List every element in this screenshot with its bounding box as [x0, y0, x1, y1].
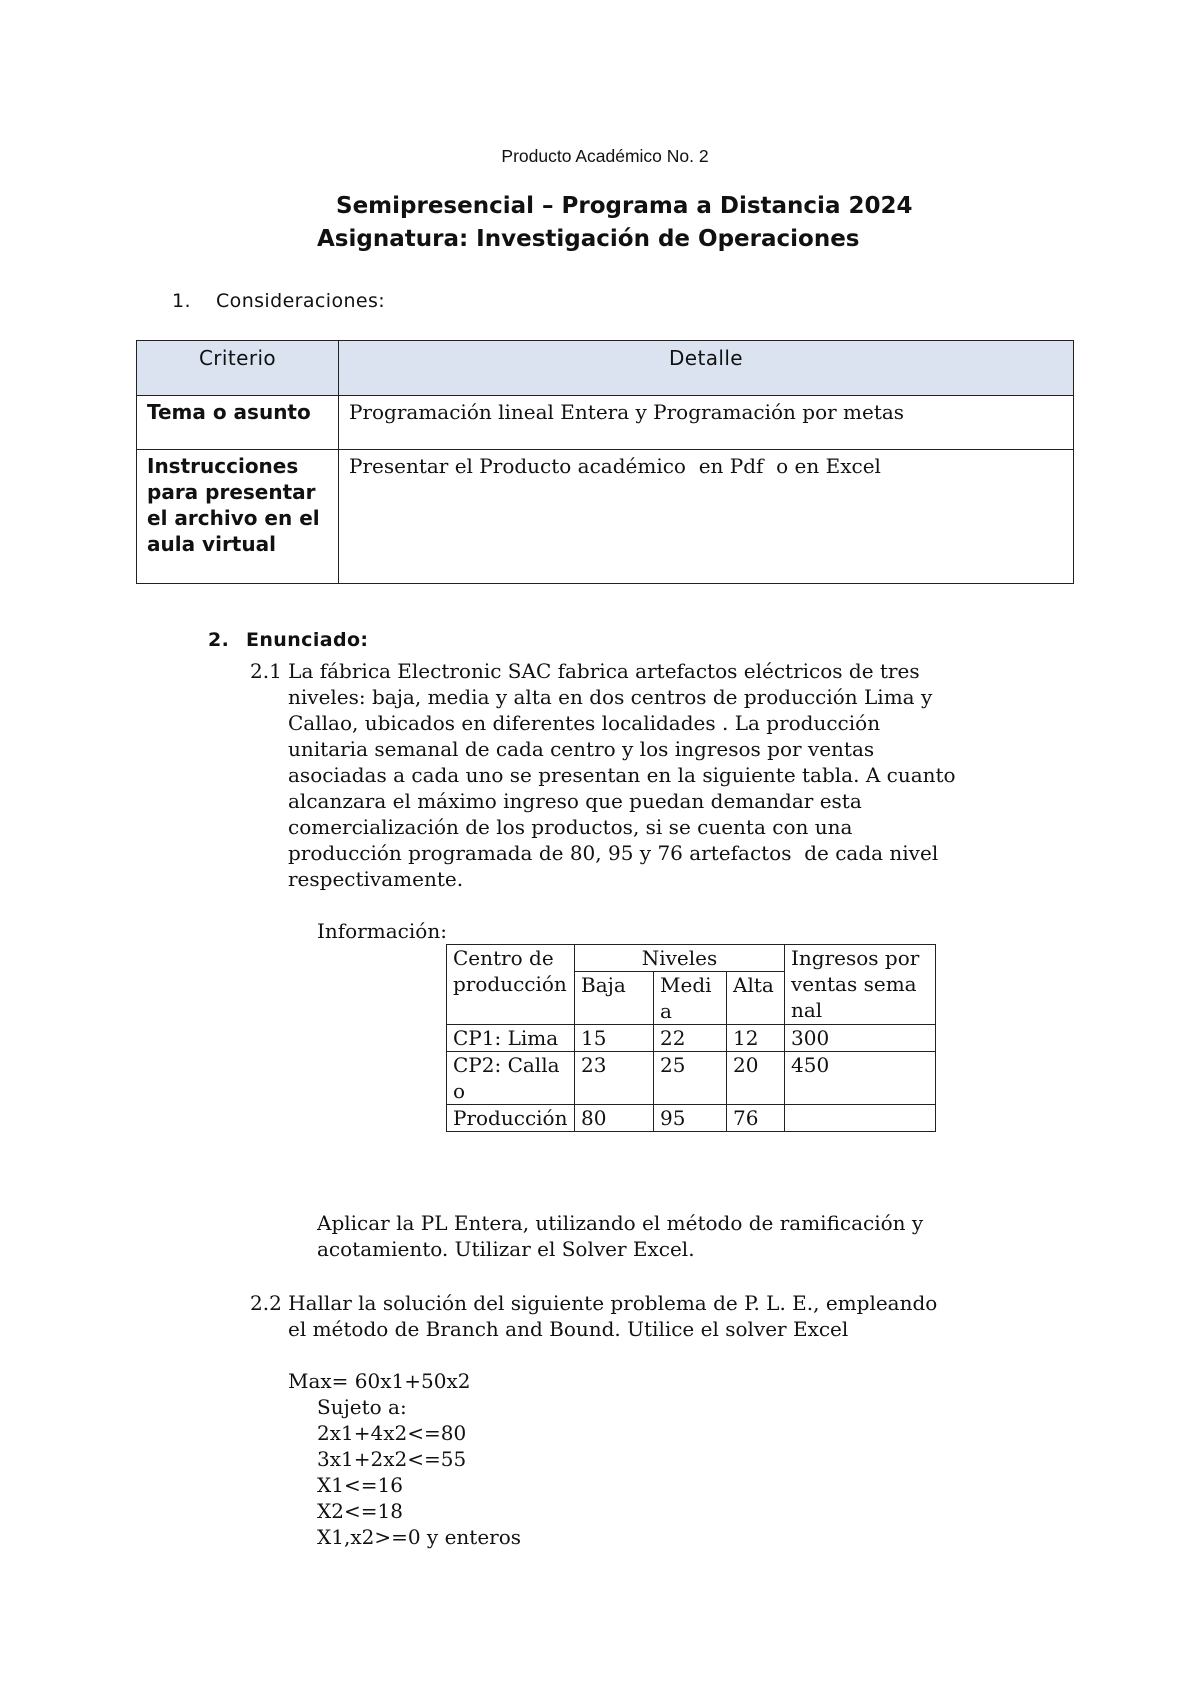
centro-cell: Producción: [447, 1105, 575, 1132]
constraint: 2x1+4x2<=80: [317, 1421, 467, 1445]
text-line: niveles: baja, media y alta en dos centros de producción Lima y: [288, 685, 933, 709]
problem-2-2: [250, 1290, 1050, 1342]
centro-cell: CP2: Callao: [447, 1052, 575, 1105]
header-alta: Alta: [727, 972, 785, 1025]
ingresos-cell: [785, 1105, 936, 1132]
text-line: el método de Branch and Bound. Utilice el solver Excel: [288, 1317, 849, 1341]
text-line: asociadas a cada uno se presentan en la siguiente tabla. A cuanto: [288, 763, 956, 787]
table-row: [447, 1025, 936, 1052]
alta-cell: 76: [727, 1105, 785, 1132]
baja-cell: 23: [575, 1052, 654, 1105]
text-line: Aplicar la PL Entera, utilizando el método de ramificación y: [317, 1211, 924, 1235]
media-cell: 95: [654, 1105, 727, 1132]
media-cell: 22: [654, 1025, 727, 1052]
criterio-cell: Instrucciones para presentar el archivo en el aula virtual: [137, 450, 339, 584]
section2-number: 2.: [208, 629, 230, 651]
baja-cell: 15: [575, 1025, 654, 1052]
text-line: producción programada de 80, 95 y 76 artefactos de cada nivel: [288, 841, 939, 865]
text-line: alcanzara el máximo ingreso que puedan demandar esta: [288, 789, 862, 813]
text-line: acotamiento. Utilizar el Solver Excel.: [317, 1237, 695, 1261]
detalle-cell: Programación lineal Entera y Programación por metas: [339, 396, 1074, 450]
subject-to-label: Sujeto a:: [317, 1395, 407, 1419]
baja-cell: 80: [575, 1105, 654, 1132]
header-detalle: Detalle: [339, 341, 1074, 396]
detalle-cell: Presentar el Producto académico en Pdf o en Excel: [339, 450, 1074, 584]
table-row: [447, 1052, 936, 1105]
informacion-label: Información:: [317, 919, 447, 943]
section2-title: Enunciado:: [246, 629, 369, 651]
constraint: X2<=18: [317, 1499, 403, 1523]
aplicar-instruction: [317, 1210, 1017, 1262]
section2-heading: [208, 629, 368, 651]
asignatura-heading: Asignatura: Investigación de Operaciones: [317, 226, 860, 252]
text-line: 2.1 La fábrica Electronic SAC fabrica artefactos eléctricos de tres: [250, 659, 920, 683]
text-line: 2.2 Hallar la solución del siguiente problema de P. L. E., empleando: [250, 1291, 938, 1315]
ingresos-cell: 450: [785, 1052, 936, 1105]
header-niveles: Niveles: [575, 945, 785, 972]
table-row: [137, 396, 1074, 450]
table-row: [137, 450, 1074, 584]
consideraciones-table: [136, 340, 1074, 584]
objective-function: Max= 60x1+50x2: [288, 1369, 471, 1393]
lp-model: [288, 1368, 521, 1550]
constraint: X1,x2>=0 y enteros: [317, 1525, 522, 1549]
alta-cell: 12: [727, 1025, 785, 1052]
alta-cell: 20: [727, 1052, 785, 1105]
producto-label: Producto Académico No. 2: [501, 146, 709, 166]
text-line: Callao, ubicados en diferentes localidades . La producción: [288, 711, 881, 735]
centro-cell: CP1: Lima: [447, 1025, 575, 1052]
header-criterio: Criterio: [137, 341, 339, 396]
media-cell: 25: [654, 1052, 727, 1105]
subtitle-heading: Semipresencial – Programa a Distancia 2024: [336, 193, 913, 219]
constraint: 3x1+2x2<=55: [317, 1447, 467, 1471]
section1-title: Consideraciones:: [216, 290, 386, 312]
header-media: Media: [654, 972, 727, 1025]
ingresos-cell: 300: [785, 1025, 936, 1052]
header-ingresos: Ingresos por ventas semanal: [785, 945, 936, 1025]
header-baja: Baja: [575, 972, 654, 1025]
header-centro: Centro de producción: [447, 945, 575, 1025]
informacion-table: [446, 944, 936, 1132]
section1-number: 1.: [172, 290, 191, 312]
problem-2-1: [250, 658, 1050, 892]
text-line: comercialización de los productos, si se cuenta con una: [288, 815, 853, 839]
section1-heading: [172, 290, 385, 312]
text-line: respectivamente.: [288, 867, 464, 891]
text-line: unitaria semanal de cada centro y los ingresos por ventas: [288, 737, 875, 761]
constraint: X1<=16: [317, 1473, 403, 1497]
table-row: [447, 1105, 936, 1132]
criterio-cell: Tema o asunto: [137, 396, 339, 450]
